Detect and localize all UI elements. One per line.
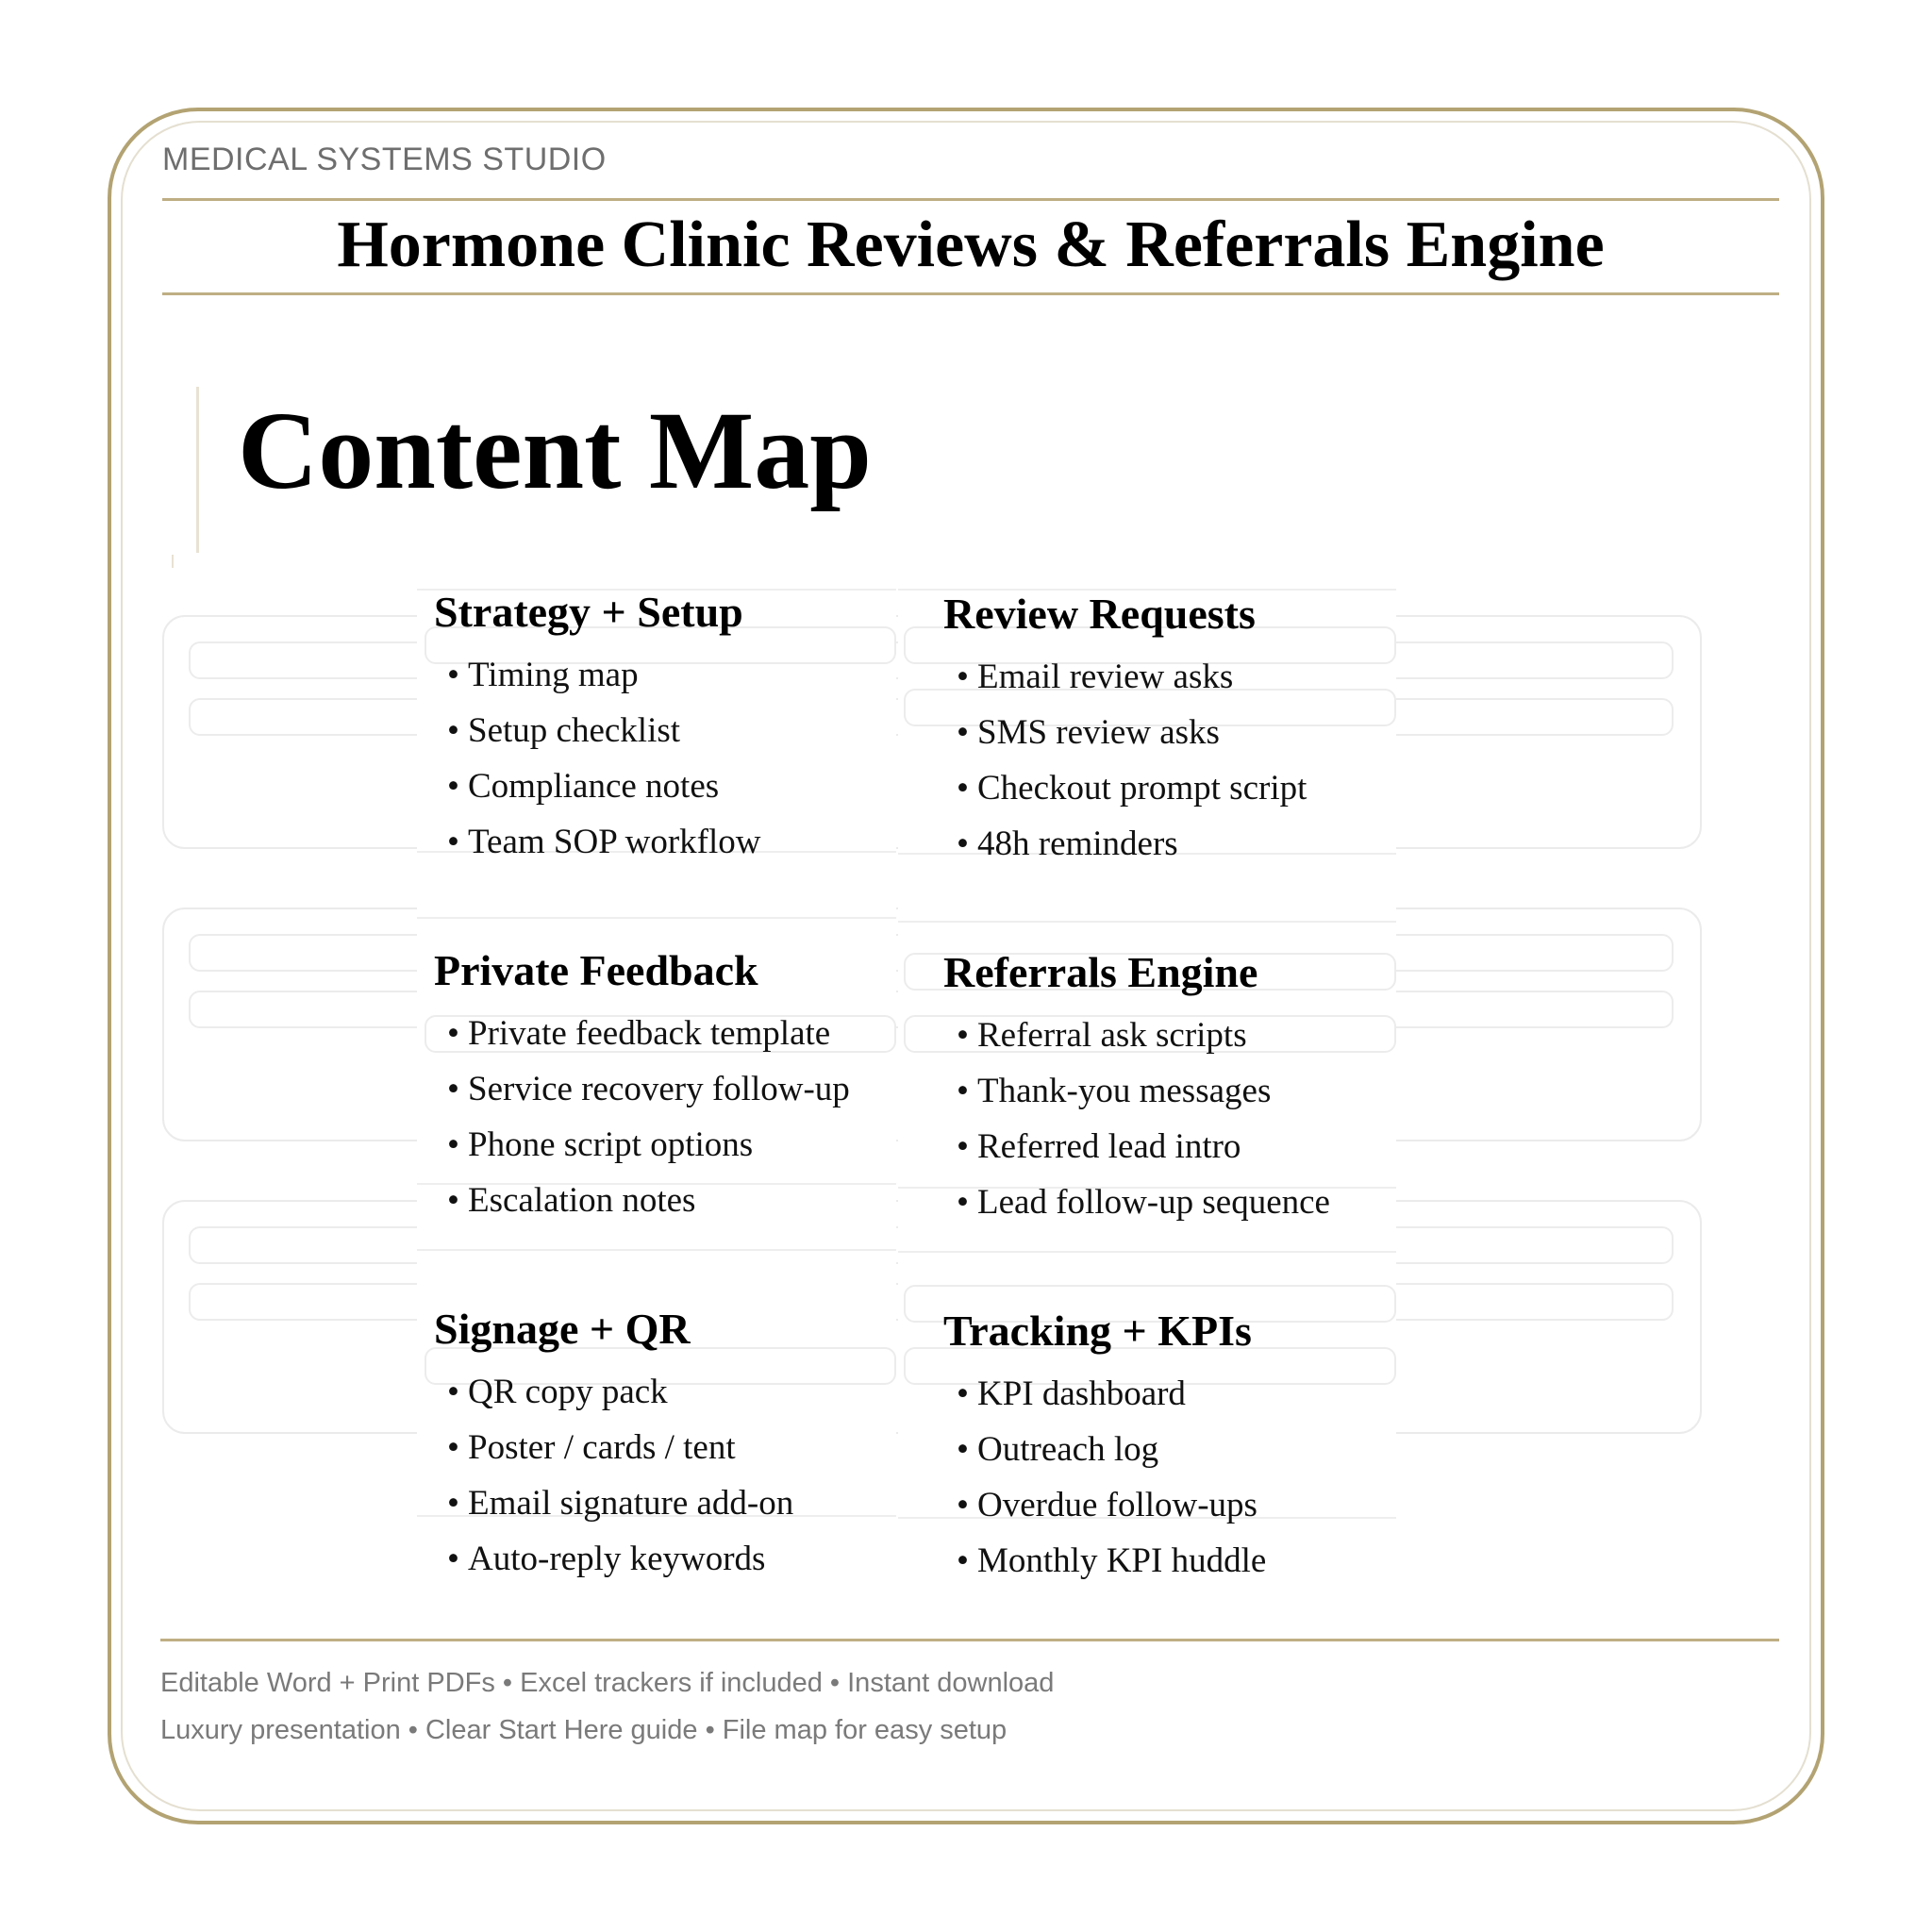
footer-line-2: Luxury presentation • Clear Start Here guide • File map for easy setup (160, 1715, 1008, 1745)
block-title: Tracking + KPIs (943, 1307, 1252, 1355)
list-item: • 48h reminders (957, 824, 1178, 863)
list-item: • Escalation notes (447, 1181, 696, 1220)
list-item: • Monthly KPI huddle (957, 1541, 1267, 1580)
list-item: • Auto-reply keywords (447, 1540, 766, 1578)
block-item-list (943, 649, 1434, 872)
block-title: Review Requests (943, 590, 1256, 638)
header-bottom-rule (162, 292, 1779, 295)
list-item: • Outreach log (957, 1430, 1159, 1469)
footer-rule (160, 1639, 1779, 1641)
content-block-referrals-engine (943, 947, 1434, 1230)
list-item: • Thank-you messages (957, 1072, 1272, 1110)
heading-accent-tick (172, 555, 174, 568)
list-item: • Compliance notes (447, 767, 720, 806)
document-title: Hormone Clinic Reviews & Referrals Engine (337, 208, 1605, 281)
list-item: • Overdue follow-ups (957, 1486, 1257, 1524)
list-item: • KPI dashboard (957, 1374, 1186, 1413)
list-item: • Private feedback template (447, 1014, 831, 1053)
brand-label: MEDICAL SYSTEMS STUDIO (162, 142, 607, 177)
list-item: • SMS review asks (957, 713, 1220, 752)
heading-accent-bar (196, 387, 199, 553)
list-item: • Email signature add-on (447, 1484, 794, 1523)
block-title: Signage + QR (434, 1305, 691, 1353)
list-item: • Setup checklist (447, 711, 681, 750)
list-item: • Referral ask scripts (957, 1016, 1247, 1055)
content-block-review-requests (943, 589, 1434, 872)
content-block-strategy-setup (434, 587, 924, 870)
block-item-list (434, 1006, 924, 1228)
ghost-line (898, 1251, 1396, 1253)
content-block-private-feedback (434, 945, 924, 1228)
list-item: • Team SOP workflow (447, 823, 761, 861)
list-item: • QR copy pack (447, 1373, 668, 1411)
list-item: • Referred lead intro (957, 1127, 1241, 1166)
list-item: • Timing map (447, 656, 639, 694)
block-title: Referrals Engine (943, 948, 1258, 996)
footer-line-1: Editable Word + Print PDFs • Excel trackers if included • Instant download (160, 1668, 1055, 1698)
list-item: • Service recovery follow-up (447, 1070, 850, 1108)
ghost-line (898, 921, 1396, 923)
block-item-list (434, 1364, 924, 1587)
list-item: • Lead follow-up sequence (957, 1183, 1330, 1222)
list-item: • Checkout prompt script (957, 769, 1307, 808)
list-item: • Phone script options (447, 1125, 754, 1164)
list-item: • Poster / cards / tent (447, 1428, 736, 1467)
ghost-line (417, 917, 896, 919)
block-title: Private Feedback (434, 946, 758, 994)
block-item-list (943, 1008, 1434, 1230)
block-item-list (943, 1366, 1434, 1589)
header-top-rule (162, 198, 1779, 201)
block-title: Strategy + Setup (434, 588, 743, 636)
list-item: • Email review asks (957, 658, 1234, 696)
content-block-signage-qr (434, 1304, 924, 1587)
section-heading: Content Map (238, 389, 872, 512)
ghost-line (417, 1249, 896, 1251)
content-block-tracking-kpis (943, 1306, 1434, 1589)
block-item-list (434, 647, 924, 870)
